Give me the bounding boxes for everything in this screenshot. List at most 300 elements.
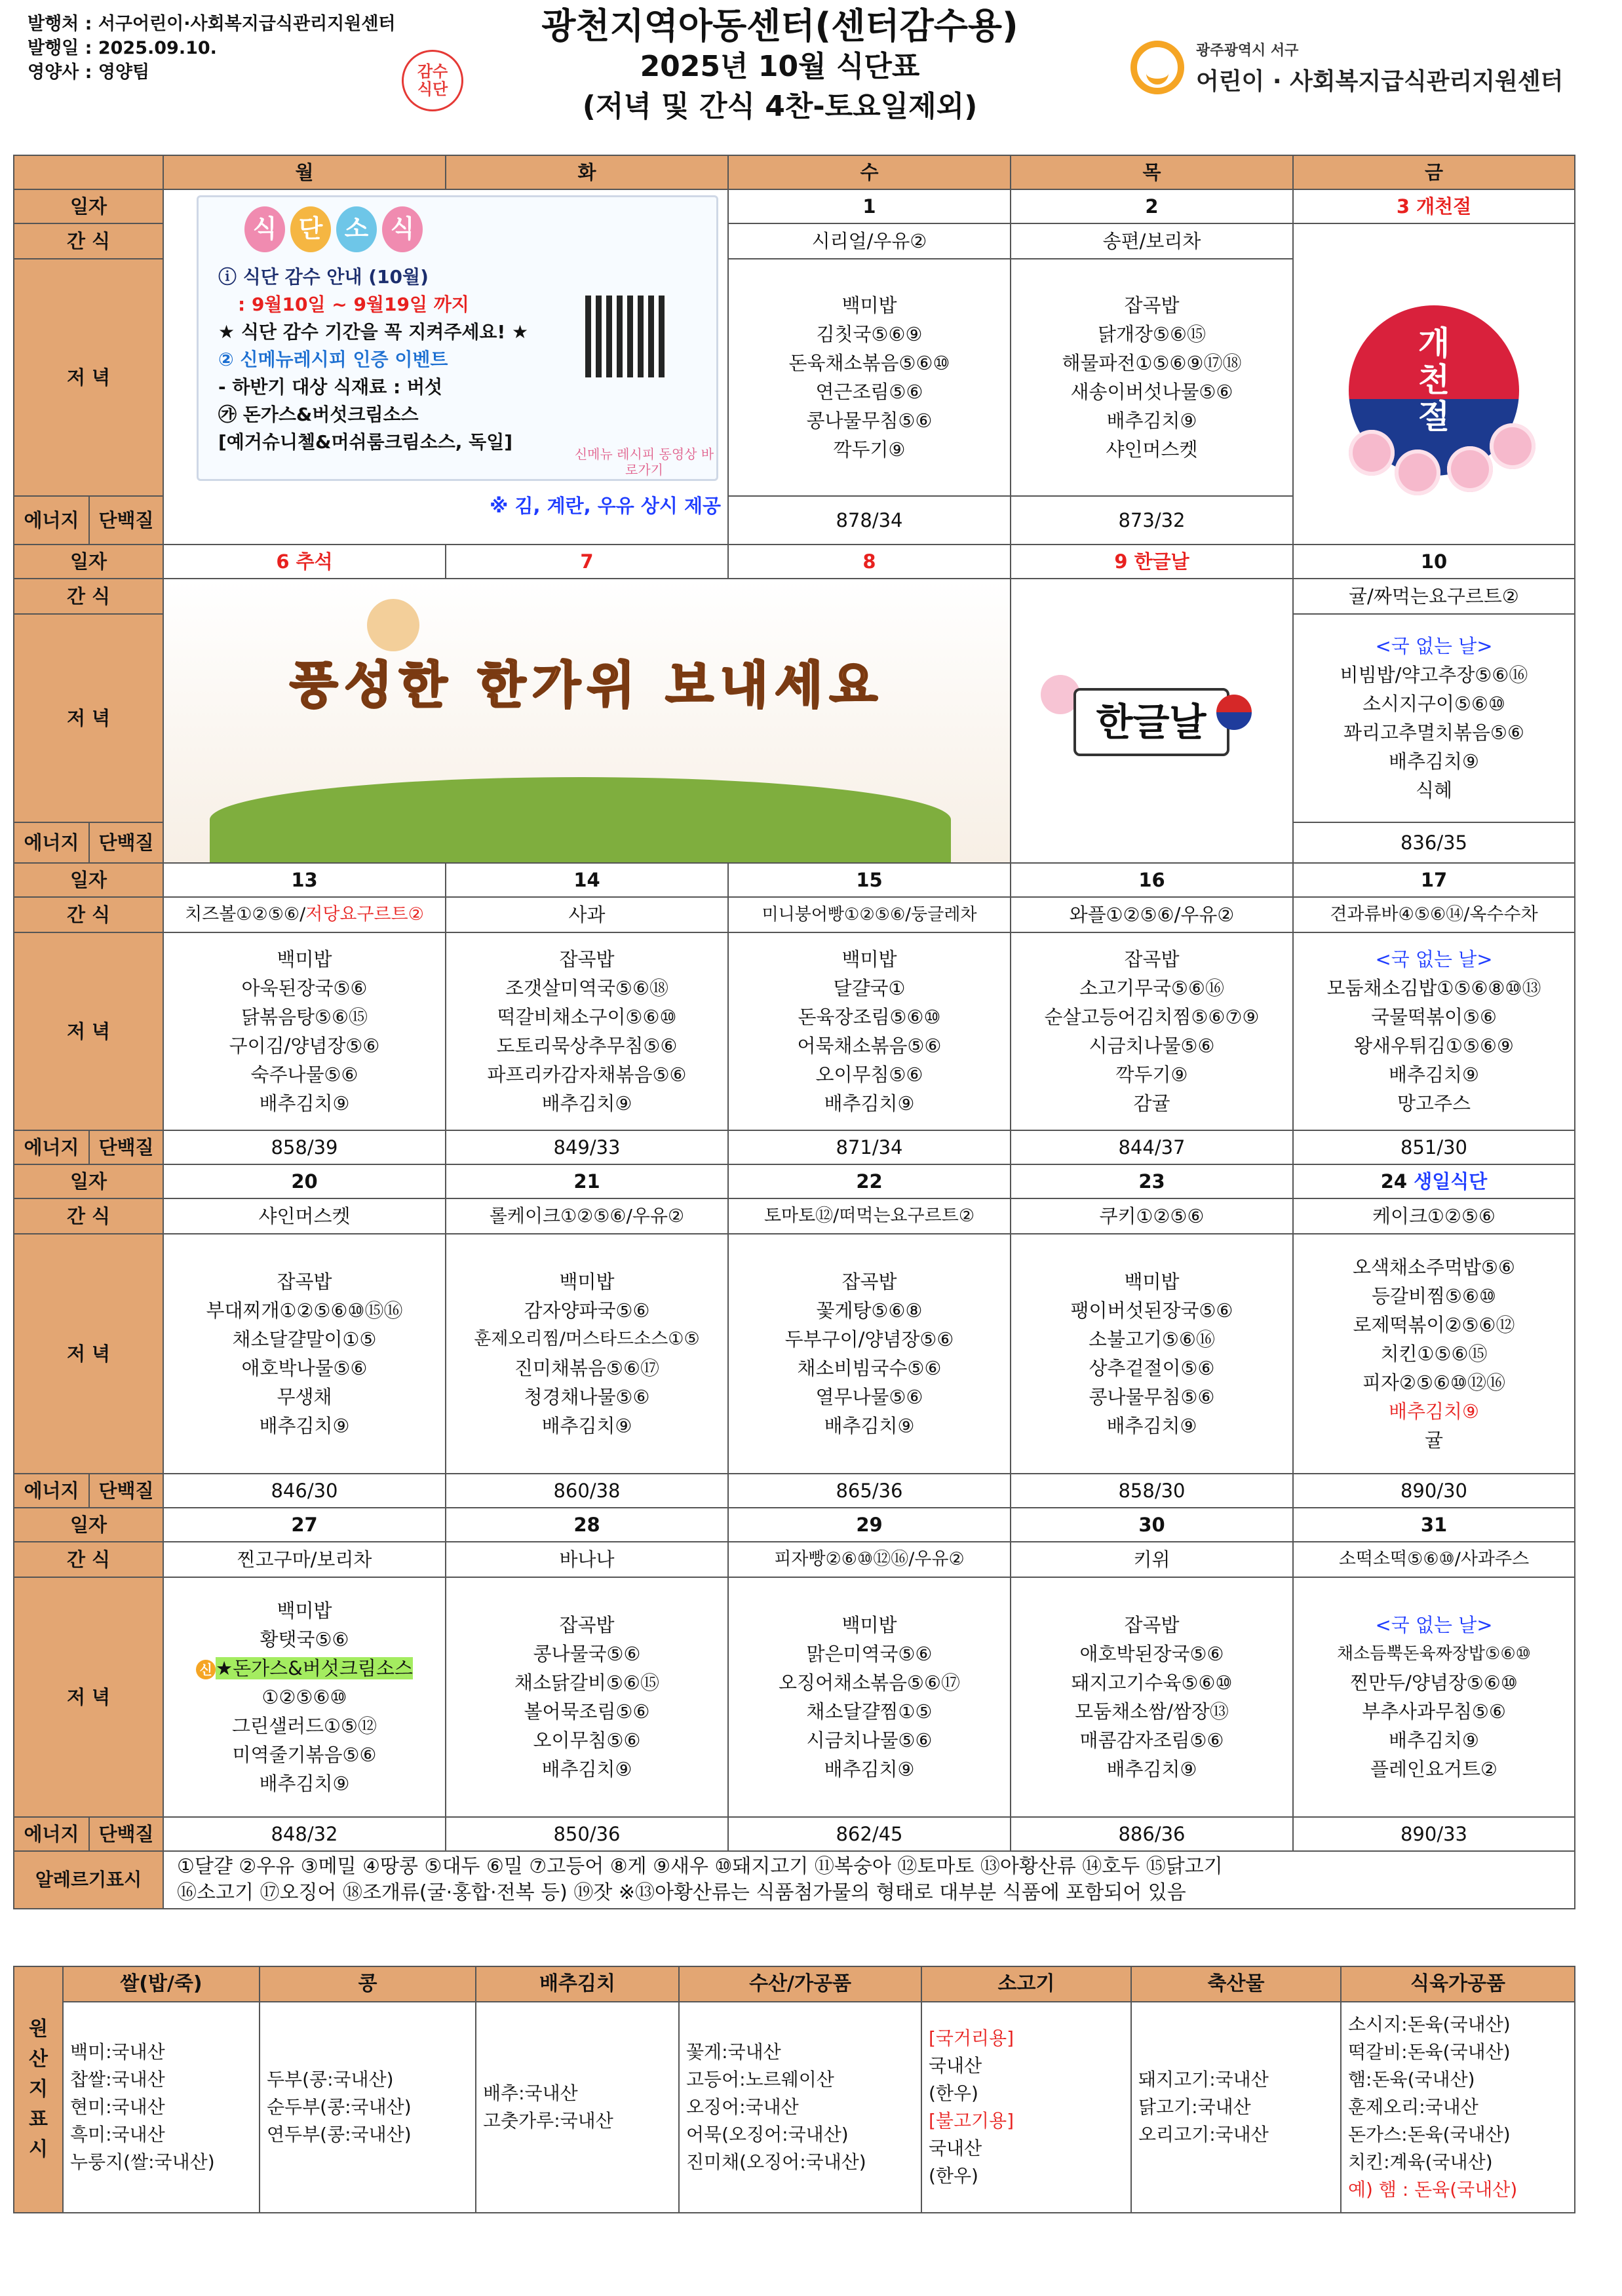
date-8: 8 (728, 545, 1011, 579)
menu-item: 두부구이/양념장⑤⑥ (784, 1328, 954, 1350)
menu-item: 떡갈비채소구이⑤⑥⑩ (497, 1006, 677, 1028)
menu-item: 비빔밥/약고추장⑤⑥⑯ (1340, 664, 1528, 686)
notice-line1: ⓘ 식단 감수 안내 (10월) (218, 266, 429, 288)
notice-panel (163, 189, 728, 545)
menu-item: 돼지고기수육⑤⑥⑩ (1071, 1672, 1233, 1694)
date-6: 6 추석 (163, 545, 446, 579)
menu-item: 소불고기⑤⑥⑯ (1088, 1328, 1216, 1350)
balloon-4: 식 (382, 206, 423, 252)
weekday-tue: 화 (446, 155, 728, 189)
publisher: 발행처 : 서구어린이·사회복지급식관리지원센터 (28, 14, 396, 34)
date-label: 일자 (14, 189, 163, 223)
date-24: 24 생일식단 (1293, 1164, 1575, 1198)
week3-date-row (14, 863, 1575, 897)
menu-item: 배추김치⑨ (1388, 1729, 1480, 1751)
menu-item: 배추김치⑨ (1388, 1063, 1480, 1086)
menu-item: 백미밥 (1124, 1271, 1180, 1293)
notice-box (170, 190, 721, 524)
flower-icon (1490, 423, 1535, 469)
protein-label: 단백질 (89, 1817, 163, 1851)
origin-beef: [국거리용] 국내산 (한우) [불고기용] 국내산 (한우) (921, 2002, 1131, 2213)
date-15: 15 (728, 863, 1011, 897)
flower-icon (1395, 450, 1440, 495)
snack-27: 찐고구마/보리차 (163, 1542, 446, 1577)
date-10: 10 (1293, 545, 1575, 579)
week5-date-row (14, 1508, 1575, 1542)
energy-14: 849/33 (446, 1130, 728, 1164)
date-3: 3 개천절 (1293, 189, 1575, 223)
protein-label: 단백질 (89, 822, 163, 863)
week5-dinner-row (14, 1577, 1575, 1817)
energy-label: 에너지 (14, 1130, 89, 1164)
menu-item: 백미밥 (277, 1599, 332, 1622)
menu-item: 아욱된장국⑤⑥ (241, 977, 368, 999)
menu-item: 시금치나물⑤⑥ (806, 1729, 933, 1751)
menu-item: 등갈비찜⑤⑥⑩ (1371, 1285, 1497, 1307)
menu-item: 상추겉절이⑤⑥ (1089, 1357, 1215, 1379)
snack-13: 치즈볼①②⑤⑥/저당요구르트② (163, 897, 446, 932)
snack-30: 키위 (1011, 1542, 1293, 1577)
menu-item: 숙주나물⑤⑥ (250, 1063, 358, 1086)
menu-item: 콩나물무침⑤⑥ (1089, 1386, 1215, 1408)
hangeul-image (1011, 579, 1293, 863)
menu-item: 구이김/양념장⑤⑥ (229, 1035, 380, 1057)
dinner-31 (1293, 1577, 1575, 1817)
menu-item: 달걀국① (833, 977, 906, 999)
menu-item: 배추김치⑨ (259, 1415, 350, 1437)
date-14: 14 (446, 863, 728, 897)
origin-header-seafood: 수산/가공품 (679, 1966, 921, 2002)
menu-item: 팽이버섯된장국⑤⑥ (1070, 1299, 1233, 1322)
no-soup-note: <국 없는 날> (1375, 948, 1493, 970)
menu-item: 왕새우튀김①⑤⑥⑨ (1353, 1035, 1515, 1057)
energy-13: 858/39 (163, 1130, 446, 1164)
snack-15: 미니붕어빵①②⑤⑥/둥글레차 (728, 897, 1011, 932)
title-line3: (저녁 및 간식 4찬-토요일제외) (582, 90, 978, 123)
menu-item: 부대찌개①②⑤⑥⑩⑮⑯ (206, 1299, 403, 1322)
menu-item: 진미채볶음⑤⑥⑰ (514, 1357, 660, 1379)
energy-16: 844/37 (1011, 1130, 1293, 1164)
menu-item: 모둠채소쌈/쌈장⑬ (1075, 1700, 1229, 1723)
taeguk-icon (1216, 695, 1252, 730)
date-17: 17 (1293, 863, 1575, 897)
date-22: 22 (728, 1164, 1011, 1198)
flower-icon (1447, 446, 1493, 492)
dinner-label: 저 녁 (14, 259, 163, 496)
dinner-28 (446, 1577, 728, 1817)
date-31: 31 (1293, 1508, 1575, 1542)
menu-item: 배추김치⑨ (824, 1415, 915, 1437)
menu-item: 꽈리고추멸치볶음⑤⑥ (1343, 721, 1525, 744)
menu-item: 열무나물⑤⑥ (815, 1386, 923, 1408)
no-soup-note: <국 없는 날> (1375, 635, 1493, 657)
week5-energy-row (14, 1817, 1575, 1851)
energy-24: 890/30 (1293, 1474, 1575, 1508)
menu-item: 돈육장조림⑤⑥⑩ (798, 1006, 941, 1028)
week3-energy-row (14, 1130, 1575, 1164)
energy-10: 836/35 (1293, 822, 1575, 863)
date-13: 13 (163, 863, 446, 897)
menu-item: 감귤 (1133, 1092, 1170, 1115)
menu-item: 잡곡밥 (277, 1271, 332, 1293)
menu-item: 도토리묵상추무침⑤⑥ (496, 1035, 678, 1057)
snack-16: 와플①②⑤⑥/우유② (1011, 897, 1293, 932)
menu-item: 매콤감자조림⑤⑥ (1079, 1729, 1224, 1751)
menu-item: 오이무침⑤⑥ (815, 1063, 923, 1086)
menu-item: 미역줄기볶음⑤⑥ (232, 1744, 377, 1766)
energy-21: 860/38 (446, 1474, 728, 1508)
origin-header-rice: 쌀(밥/죽) (63, 1966, 260, 2002)
menu-item: 채소달걀찜①⑤ (806, 1700, 933, 1723)
flower-icon (1349, 430, 1395, 476)
menu-item: 닭개장⑤⑥⑮ (1097, 323, 1207, 345)
menu-item: 배추김치⑨ (1106, 1758, 1197, 1780)
menu-table (13, 155, 1575, 1909)
balloon-1: 식 (244, 206, 285, 252)
dinner-16 (1011, 932, 1293, 1130)
week3-dinner-row (14, 932, 1575, 1130)
dinner-15 (728, 932, 1011, 1130)
week4-dinner-row (14, 1234, 1575, 1474)
allergy-line2: ⑯소고기 ⑰오징어 ⑱조개류(굴·홍합·전복 등) ⑲잣 ※⑬아황산류는 식품첨가물의 형태로 대부분 식품에 포함되어 있음 (177, 1881, 1186, 1904)
menu-item: 오색채소주먹밥⑤⑥ (1352, 1256, 1516, 1278)
menu-item: 조갯살미역국⑤⑥⑱ (505, 977, 669, 999)
notice-line3: ★ 식단 감수 기간을 꼭 지켜주세요! ★ (218, 321, 529, 343)
notice-line2: : 9월10일 ~ 9월19일 까지 (238, 294, 469, 315)
menu-item: 로제떡볶이②⑤⑥⑫ (1353, 1314, 1515, 1336)
menu-item: 새송이버섯나물⑤⑥ (1070, 381, 1233, 403)
origin-header-kimchi: 배추김치 (476, 1966, 679, 2002)
dinner-20 (163, 1234, 446, 1474)
energy-23: 858/30 (1011, 1474, 1293, 1508)
snack-20: 샤인머스켓 (163, 1198, 446, 1234)
menu-item: 돈육채소볶음⑤⑥⑩ (788, 352, 950, 374)
menu-item: 백미밥 (559, 1271, 615, 1293)
menu-item: 연근조림⑤⑥ (815, 381, 923, 403)
energy-label: 에너지 (14, 1474, 89, 1508)
dinner-label: 저 녁 (14, 614, 163, 822)
dinner-2 (1011, 259, 1293, 496)
origin-processed: 소시지:돈육(국내산) 떡갈비:돈육(국내산) 햄:돈육(국내산) 훈제오리:국내산 돈가스:돈육(국내산) 치킨:계육(국내산) 예) 햄 : 돈육(국내산) (1341, 2002, 1575, 2213)
smile-icon (1130, 41, 1184, 94)
origin-header-row (14, 1966, 1575, 2002)
snack-22: 토마토⑫/떠먹는요구르트② (728, 1198, 1011, 1234)
menu-item: 애호박나물⑤⑥ (241, 1357, 368, 1379)
dinner-label: 저 녁 (14, 1577, 163, 1817)
menu-item: 파프리카감자채볶음⑤⑥ (487, 1063, 687, 1086)
protein-label: 단백질 (89, 1474, 163, 1508)
notice-line5: - 하반기 대상 식재료 : 버섯 (218, 376, 443, 398)
snack-label: 간 식 (14, 897, 163, 932)
dinner-13 (163, 932, 446, 1130)
origin-seafood: 꽃게:국내산 고등어:노르웨이산 오징어:국내산 어묵(오징어:국내산) 진미채(오징어:국내산) (679, 2002, 921, 2213)
dinner-17 (1293, 932, 1575, 1130)
menu-item: 그린샐러드①⑤⑫ (231, 1715, 377, 1737)
menu-item: 배추김치⑨ (824, 1092, 915, 1115)
week2-snack-row (14, 579, 1575, 614)
menu-item: 잡곡밥 (1124, 1614, 1180, 1636)
balloon-2: 단 (290, 206, 331, 252)
date-29: 29 (728, 1508, 1011, 1542)
snack-label: 간 식 (14, 223, 163, 259)
menu-item: 콩나물국⑤⑥ (533, 1643, 641, 1665)
menu-item: 배추김치⑨ (541, 1092, 632, 1115)
snack-23: 쿠키①②⑤⑥ (1011, 1198, 1293, 1234)
menu-item: 소시지구이⑤⑥⑩ (1362, 693, 1506, 715)
center-logo (1130, 39, 1589, 105)
birthday-label: 생일식단 (1414, 1170, 1488, 1193)
snack-21: 롤케이크①②⑤⑥/우유② (446, 1198, 728, 1234)
menu-item: 청경채나물⑤⑥ (524, 1386, 650, 1408)
energy-2: 873/32 (1011, 496, 1293, 545)
energy-15: 871/34 (728, 1130, 1011, 1164)
notice-line7: [예거슈니첼&머쉬룸크림소스, 독일] (218, 431, 513, 453)
week1-date-row (14, 189, 1575, 223)
week4-energy-row (14, 1474, 1575, 1508)
dinner-24 (1293, 1234, 1575, 1474)
weekday-mon: 월 (163, 155, 446, 189)
weekday-header (14, 155, 1575, 189)
date-9: 9 한글날 (1011, 545, 1293, 579)
date-23: 23 (1011, 1164, 1293, 1198)
menu-item: 귤 (1424, 1429, 1443, 1451)
date-27: 27 (163, 1508, 446, 1542)
menu-item: 깍두기⑨ (833, 438, 906, 461)
gaecheon-image (1293, 223, 1575, 545)
hill-illustration (210, 777, 951, 862)
menu-item: 훈제오리찜/머스타드소스①⑤ (474, 1329, 700, 1349)
snack-label: 간 식 (14, 1542, 163, 1577)
allergy-label: 알레르기표시 (14, 1851, 163, 1909)
menu-item: 볼어묵조림⑤⑥ (524, 1700, 650, 1723)
energy-22: 865/36 (728, 1474, 1011, 1508)
origin-example-note: 예) 햄 : 돈육(국내산) (1348, 2179, 1518, 2200)
energy-17: 851/30 (1293, 1130, 1575, 1164)
menu-item: 국물떡볶이⑤⑥ (1370, 1006, 1497, 1028)
review-stamp (402, 50, 463, 111)
dinner-label: 저 녁 (14, 1234, 163, 1474)
origin-side-label: 원 산 지 표 시 (14, 1966, 63, 2213)
issuer-info (28, 12, 396, 85)
energy-29: 862/45 (728, 1817, 1011, 1851)
date-21: 21 (446, 1164, 728, 1198)
menu-item: 애호박된장국⑤⑥ (1079, 1643, 1224, 1665)
new-menu-badge-icon: 신 (196, 1660, 216, 1679)
origin-body-row (14, 2002, 1575, 2213)
origin-rice: 백미:국내산 찹쌀:국내산 현미:국내산 흑미:국내산 누룽지(쌀:국내산) (63, 2002, 260, 2213)
menu-item: 김칫국⑤⑥⑨ (816, 323, 923, 345)
dinner-label: 저 녁 (14, 932, 163, 1130)
snack-28: 바나나 (446, 1542, 728, 1577)
snack-1: 시리얼/우유② (728, 223, 1011, 259)
menu-item: 플레인요거트② (1370, 1758, 1498, 1780)
origin-header-meat: 축산물 (1131, 1966, 1341, 2002)
qr-note: 신메뉴 레시피 동영상 바로가기 (574, 446, 714, 478)
allergy-line1: ①달걀 ②우유 ③메밀 ④땅콩 ⑤대두 ⑥밀 ⑦고등어 ⑧게 ⑨새우 ⑩돼지고기 ⑪복숭아 ⑫토마토 ⑬아황산류 ⑭호두 ⑮닭고기 (177, 1855, 1223, 1878)
dinner-29 (728, 1577, 1011, 1817)
dinner-22 (728, 1234, 1011, 1474)
menu-item: 배추김치⑨ (541, 1758, 632, 1780)
snack-14: 사과 (446, 897, 728, 932)
notice-line4: ② 신메뉴레시피 인증 이벤트 (218, 349, 448, 370)
date-2: 2 (1011, 189, 1293, 223)
week4-snack-row (14, 1198, 1575, 1234)
week4-date-row (14, 1164, 1575, 1198)
protein-label: 단백질 (89, 1130, 163, 1164)
highlight-menu: ★돈가스&버섯크림소스 (216, 1657, 413, 1679)
menu-item: 백미밥 (841, 948, 897, 970)
energy-1: 878/34 (728, 496, 1011, 545)
dinner-10 (1293, 614, 1575, 822)
origin-table (13, 1966, 1575, 2213)
issue-date: 발행일 : 2025.09.10. (28, 38, 217, 58)
snack-17: 견과류바④⑤⑥⑭/옥수수차 (1293, 897, 1575, 932)
menu-item: 부추사과무침⑤⑥ (1361, 1700, 1507, 1723)
menu-item: 백미밥 (841, 294, 897, 316)
stamp-line1: 감수 (417, 62, 448, 81)
notice-line6: ㉮ 돈가스&버섯크림소스 (218, 404, 419, 425)
menu-item: 잡곡밥 (841, 1271, 897, 1293)
energy-label: 에너지 (14, 822, 89, 863)
energy-label: 에너지 (14, 496, 89, 545)
energy-30: 886/36 (1011, 1817, 1293, 1851)
energy-27: 848/32 (163, 1817, 446, 1851)
chuseok-banner (163, 579, 1011, 863)
menu-item: 어묵채소볶음⑤⑥ (797, 1035, 942, 1057)
menu-item: 콩나물무침⑤⑥ (806, 410, 933, 432)
weekday-thu: 목 (1011, 155, 1293, 189)
snack-31: 소떡소떡⑤⑥⑩/사과주스 (1293, 1542, 1575, 1577)
logo-big-text: 어린이 · 사회복지급식관리지원센터 (1196, 68, 1564, 95)
dinner-21 (446, 1234, 728, 1474)
week3-snack-row (14, 897, 1575, 932)
energy-label: 에너지 (14, 1817, 89, 1851)
dinner-23 (1011, 1234, 1293, 1474)
menu-item: 망고주스 (1397, 1092, 1471, 1115)
menu-item: 소고기무국⑤⑥⑯ (1079, 977, 1225, 999)
snack-29: 피자빵②⑥⑩⑫⑯/우유② (728, 1542, 1011, 1577)
snack-label: 간 식 (14, 579, 163, 614)
snack-24: 케이크①②⑤⑥ (1293, 1198, 1575, 1234)
snack-10: 귤/짜먹는요구르트② (1293, 579, 1575, 614)
menu-item: 오이무침⑤⑥ (533, 1729, 641, 1751)
menu-item: 황탯국⑤⑥ (260, 1628, 349, 1651)
dinner-1 (728, 259, 1011, 496)
menu-item: 식혜 (1415, 779, 1453, 801)
menu-item: 채소비빔국수⑤⑥ (797, 1357, 942, 1379)
menu-item: 오징어채소볶음⑤⑥⑰ (778, 1672, 961, 1694)
menu-item: 감자양파국⑤⑥ (524, 1299, 650, 1322)
origin-header-processed: 식육가공품 (1341, 1966, 1575, 2002)
snack-label: 간 식 (14, 1198, 163, 1234)
menu-item: 샤인머스켓 (1106, 438, 1198, 461)
title-line2: 2025년 10월 식단표 (640, 50, 920, 83)
energy-31: 890/33 (1293, 1817, 1575, 1851)
menu-item: 해물파전①⑤⑥⑨⑰⑱ (1062, 352, 1242, 374)
allergy-legend (163, 1851, 1575, 1909)
weekday-wed: 수 (728, 155, 1011, 189)
dinner-30 (1011, 1577, 1293, 1817)
stamp-line2: 식단 (417, 80, 448, 98)
low-sugar-yogurt: 저당요구르트② (305, 904, 424, 925)
menu-item: 잡곡밥 (559, 1614, 615, 1636)
origin-header-bean: 콩 (260, 1966, 476, 2002)
page-title (472, 5, 1088, 127)
menu-item: 피자②⑤⑥⑩⑫⑯ (1362, 1371, 1506, 1394)
menu-item: 채소닭갈비⑤⑥⑮ (514, 1672, 660, 1694)
date-7: 7 (446, 545, 728, 579)
energy-20: 846/30 (163, 1474, 446, 1508)
title-line1: 광천지역아동센터(센터감수용) (541, 5, 1018, 47)
date-20: 20 (163, 1164, 446, 1198)
new-menu-item (164, 1654, 445, 1683)
menu-item: 배추김치⑨ (824, 1758, 915, 1780)
menu-item: 백미밥 (277, 948, 332, 970)
menu-item: 배추김치⑨ (1106, 1415, 1197, 1437)
week5-snack-row (14, 1542, 1575, 1577)
energy-28: 850/36 (446, 1817, 728, 1851)
notice-card (197, 195, 718, 481)
dinner-14 (446, 932, 728, 1130)
menu-item: 배추김치⑨ (1106, 410, 1197, 432)
menu-item: 맑은미역국⑤⑥ (806, 1643, 933, 1665)
menu-item: 배추김치⑨ (1388, 750, 1480, 773)
menu-item: 시금치나물⑤⑥ (1089, 1035, 1215, 1057)
origin-bean: 두부(콩:국내산) 순두부(콩:국내산) 연두부(콩:국내산) (260, 2002, 476, 2213)
menu-item: 깍두기⑨ (1115, 1063, 1188, 1086)
origin-meat: 돼지고기:국내산 닭고기:국내산 오리고기:국내산 (1131, 2002, 1341, 2213)
menu-item: 배추김치⑨ (259, 1772, 350, 1795)
logo-small-text: 광주광역시 서구 (1196, 43, 1299, 59)
menu-item: 채소달걀말이①⑤ (232, 1328, 377, 1350)
snack-2: 송편/보리차 (1011, 223, 1293, 259)
date-label: 일자 (14, 863, 163, 897)
allergy-row (14, 1851, 1575, 1909)
date-16: 16 (1011, 863, 1293, 897)
menu-item: 배추김치⑨ (259, 1092, 350, 1115)
menu-item: 치킨①⑤⑥⑮ (1380, 1343, 1488, 1365)
menu-item: 잡곡밥 (559, 948, 615, 970)
menu-item: 순살고등어김치찜⑤⑥⑦⑨ (1044, 1006, 1260, 1028)
menu-item: 무생채 (277, 1386, 332, 1408)
menu-item: 꽃게탕⑤⑥⑧ (816, 1299, 923, 1322)
weekday-fri: 금 (1293, 155, 1575, 189)
origin-header-beef: 소고기 (921, 1966, 1131, 2002)
week2-date-row (14, 545, 1575, 579)
protein-label: 단백질 (89, 496, 163, 545)
menu-item: 배추김치⑨ (1388, 1400, 1480, 1423)
gaecheon-text: 개천절 (1418, 324, 1450, 436)
balloon-3: 소 (336, 206, 377, 252)
menu-item: ①②⑤⑥⑩ (261, 1686, 347, 1708)
menu-item: 닭볶음탕⑤⑥⑮ (241, 1006, 368, 1028)
menu-item: 잡곡밥 (1124, 948, 1180, 970)
no-soup-note: <국 없는 날> (1375, 1614, 1493, 1636)
origin-kimchi: 배추:국내산 고춧가루:국내산 (476, 2002, 679, 2213)
qr-code-icon[interactable] (585, 296, 667, 377)
date-1: 1 (728, 189, 1011, 223)
date-30: 30 (1011, 1508, 1293, 1542)
dietitian: 영양사 : 영양팀 (28, 62, 150, 83)
menu-item: 모둠채소김밥①⑤⑥⑧⑩⑬ (1326, 977, 1541, 999)
constant-supply-note: ※ 김, 계란, 우유 상시 제공 (490, 495, 721, 517)
dinner-27 (163, 1577, 446, 1817)
menu-item: 잡곡밥 (1124, 294, 1180, 316)
persimmon-icon (367, 599, 419, 651)
menu-item: 채소듬뿍돈육짜장밥⑤⑥⑩ (1337, 1644, 1531, 1664)
menu-item: 찐만두/양념장⑤⑥⑩ (1350, 1672, 1518, 1694)
menu-item: 배추김치⑨ (541, 1415, 632, 1437)
